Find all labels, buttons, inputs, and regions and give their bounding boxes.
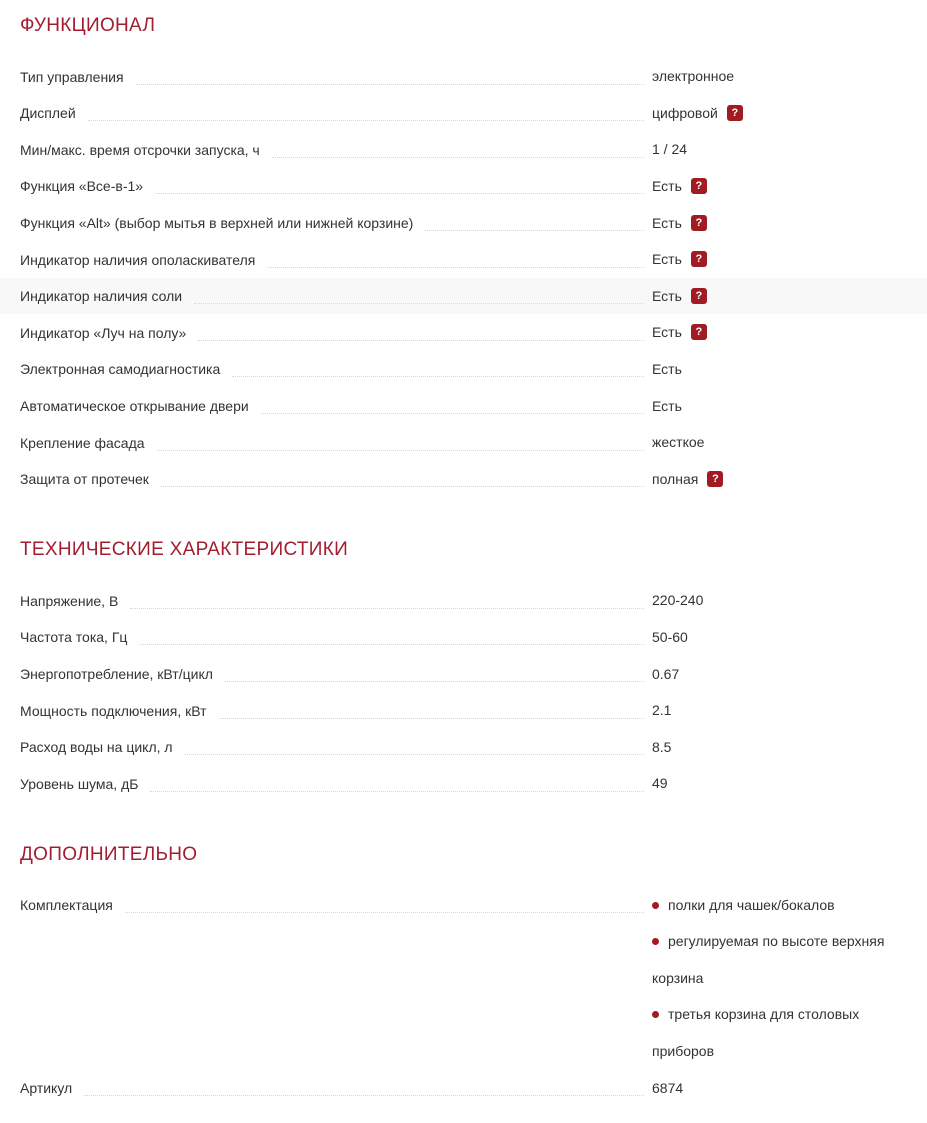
spec-label: Функция «Все-в-1»: [20, 178, 144, 195]
dotted-leader: [219, 718, 644, 719]
spec-value-line: [652, 461, 907, 498]
spec-label: Тип управления: [20, 68, 124, 85]
section-title: ДОПОЛНИТЕЛЬНО: [20, 843, 198, 865]
spec-row: [0, 887, 927, 1070]
spec-value-cell: [652, 729, 907, 766]
spec-value-line: [652, 765, 907, 802]
spec-label: Электронная самодиагностика: [20, 361, 221, 378]
spec-value-line: [652, 204, 907, 241]
spec-label: Расход воды на цикл, л: [20, 739, 173, 756]
spec-row: [0, 424, 927, 461]
spec-value: цифровой: [652, 104, 718, 121]
spec-label-cell: [20, 729, 652, 766]
spec-label-cell: [20, 887, 652, 924]
spec-value-line: [652, 729, 907, 766]
spec-label-cell: [20, 619, 652, 656]
spec-label: Мин/макс. время отсрочки запуска, ч: [20, 141, 260, 158]
spec-value-cell: [652, 58, 907, 95]
spec-label-cell: [20, 241, 652, 278]
spec-label: Уровень шума, дБ: [20, 775, 139, 792]
spec-label-cell: [20, 204, 652, 241]
spec-value-line: [652, 424, 907, 461]
spec-row: [0, 387, 927, 424]
spec-value-line: [652, 168, 907, 205]
spec-value-cell: [652, 351, 907, 388]
spec-label: Артикул: [20, 1080, 73, 1097]
list-item: [652, 887, 907, 924]
spec-label: Комплектация: [20, 897, 113, 914]
spec-value-line: [652, 314, 907, 351]
help-icon[interactable]: ?: [727, 105, 743, 121]
dotted-leader: [261, 413, 644, 414]
spec-value-cell: [652, 131, 907, 168]
help-icon[interactable]: ?: [691, 178, 707, 194]
spec-value: 6874: [652, 1079, 684, 1096]
list-item-text: третья корзина для столовых приборов: [652, 1006, 860, 1060]
list-item-text: регулируемая по высоте верхняя корзина: [652, 933, 885, 986]
spec-label-cell: [20, 278, 652, 315]
spec-value-cell: [652, 765, 907, 802]
spec-label-cell: [20, 461, 652, 498]
spec-value-line: [652, 582, 907, 619]
spec-label-cell: [20, 765, 652, 802]
dotted-leader: [198, 340, 644, 341]
dotted-leader: [139, 644, 644, 645]
bullet-icon: [652, 902, 659, 909]
spec-row: [0, 278, 927, 315]
list-item: [652, 923, 907, 996]
spec-label-cell: [20, 131, 652, 168]
help-icon[interactable]: ?: [691, 288, 707, 304]
dotted-leader: [185, 754, 644, 755]
dotted-leader: [155, 193, 644, 194]
spec-value: 1 / 24: [652, 141, 688, 158]
help-icon[interactable]: ?: [691, 251, 707, 267]
spec-row: [0, 461, 927, 498]
spec-value-line: [652, 655, 907, 692]
dotted-leader: [88, 120, 644, 121]
spec-label: Индикатор «Луч на полу»: [20, 324, 187, 341]
spec-value-line: [652, 1070, 907, 1107]
spec-value: Есть: [652, 397, 682, 414]
spec-label-cell: [20, 95, 652, 132]
spec-label: Частота тока, Гц: [20, 629, 128, 646]
spec-value-line: [652, 278, 907, 315]
spec-row: [0, 351, 927, 388]
spec-row: [0, 314, 927, 351]
spec-value: полная: [652, 470, 699, 487]
spec-value-line: [652, 692, 907, 729]
spec-row: [0, 95, 927, 132]
spec-label-cell: [20, 1070, 652, 1107]
spec-value-cell: [652, 168, 907, 205]
dotted-leader: [267, 267, 644, 268]
spec-label-cell: [20, 655, 652, 692]
spec-label-cell: [20, 424, 652, 461]
spec-value: Есть: [652, 214, 682, 231]
spec-label-cell: [20, 58, 652, 95]
spec-label: Дисплей: [20, 105, 76, 122]
spec-row: [0, 58, 927, 95]
spec-label: Мощность подключения, кВт: [20, 702, 207, 719]
spec-value: Есть: [652, 324, 682, 341]
spec-value-cell: [652, 655, 907, 692]
spec-value: 8.5: [652, 738, 672, 755]
spec-value-cell: [652, 387, 907, 424]
spec-label-cell: [20, 582, 652, 619]
spec-row: [0, 131, 927, 168]
spec-value-line: [652, 351, 907, 388]
spec-value-cell: [652, 582, 907, 619]
dotted-leader: [161, 486, 644, 487]
spec-value: жесткое: [652, 434, 705, 451]
spec-value-cell: [652, 1070, 907, 1107]
spec-value-cell: [652, 619, 907, 656]
spec-row: [0, 619, 927, 656]
spec-value: Есть: [652, 178, 682, 195]
list-item: [652, 996, 907, 1069]
spec-row: [0, 168, 927, 205]
dotted-leader: [232, 376, 644, 377]
spec-label-cell: [20, 387, 652, 424]
dotted-leader: [425, 230, 644, 231]
dotted-leader: [272, 157, 644, 158]
spec-row: [0, 1070, 927, 1107]
spec-value-cell: [652, 278, 907, 315]
spec-label-cell: [20, 314, 652, 351]
dotted-leader: [150, 791, 644, 792]
dotted-leader: [130, 608, 644, 609]
dotted-leader: [157, 450, 644, 451]
help-icon[interactable]: ?: [707, 471, 723, 487]
dotted-leader: [225, 681, 644, 682]
spec-value: 2.1: [652, 702, 672, 719]
spec-value-cell: [652, 461, 907, 498]
spec-value-cell: [652, 241, 907, 278]
spec-value-cell: [652, 204, 907, 241]
spec-section: [20, 538, 907, 802]
dotted-leader: [136, 84, 644, 85]
spec-label-cell: [20, 168, 652, 205]
spec-value: 50-60: [652, 629, 688, 646]
spec-row: [0, 692, 927, 729]
spec-label: Энергопотребление, кВт/цикл: [20, 665, 213, 682]
spec-value: 0.67: [652, 665, 680, 682]
bullet-icon: [652, 1011, 659, 1018]
spec-value-cell: [652, 95, 907, 132]
spec-value-line: [652, 241, 907, 278]
spec-value-line: [652, 619, 907, 656]
spec-row: [0, 582, 927, 619]
dotted-leader: [194, 303, 644, 304]
spec-value: 49: [652, 775, 668, 792]
spec-label: Индикатор наличия ополаскивателя: [20, 251, 256, 268]
spec-value-cell: [652, 692, 907, 729]
help-icon[interactable]: ?: [691, 324, 707, 340]
spec-label-cell: [20, 692, 652, 729]
spec-label: Защита от протечек: [20, 471, 149, 488]
spec-value-line: [652, 95, 907, 132]
spec-section: [20, 14, 907, 497]
spec-row: [0, 241, 927, 278]
spec-section: [20, 843, 907, 1107]
bullet-icon: [652, 938, 659, 945]
spec-label: Функция «Alt» (выбор мытья в верхней или нижней корзине): [20, 214, 414, 231]
spec-row: [0, 729, 927, 766]
spec-label: Индикатор наличия соли: [20, 288, 183, 305]
spec-value: 220-240: [652, 592, 704, 609]
spec-label: Автоматическое открывание двери: [20, 397, 249, 414]
spec-label-cell: [20, 351, 652, 388]
spec-value: Есть: [652, 287, 682, 304]
spec-value-cell: [652, 424, 907, 461]
spec-value: электронное: [652, 68, 735, 85]
spec-label: Напряжение, В: [20, 592, 119, 609]
spec-label: Крепление фасада: [20, 434, 145, 451]
spec-value-line: [652, 387, 907, 424]
spec-value-cell: [652, 887, 907, 1070]
spec-row: [0, 765, 927, 802]
spec-value: Есть: [652, 251, 682, 268]
dotted-leader: [84, 1095, 644, 1096]
spec-value-cell: [652, 314, 907, 351]
spec-value: Есть: [652, 361, 682, 378]
section-title: ТЕХНИЧЕСКИЕ ХАРАКТЕРИСТИКИ: [20, 539, 349, 561]
section-title: ФУНКЦИОНАЛ: [20, 15, 156, 36]
help-icon[interactable]: ?: [691, 215, 707, 231]
spec-value-line: [652, 58, 907, 95]
spec-value-line: [652, 131, 907, 168]
list-item-text: полки для чашек/бокалов: [668, 896, 835, 913]
spec-row: [0, 655, 927, 692]
spec-row: [0, 204, 927, 241]
dotted-leader: [125, 912, 644, 913]
